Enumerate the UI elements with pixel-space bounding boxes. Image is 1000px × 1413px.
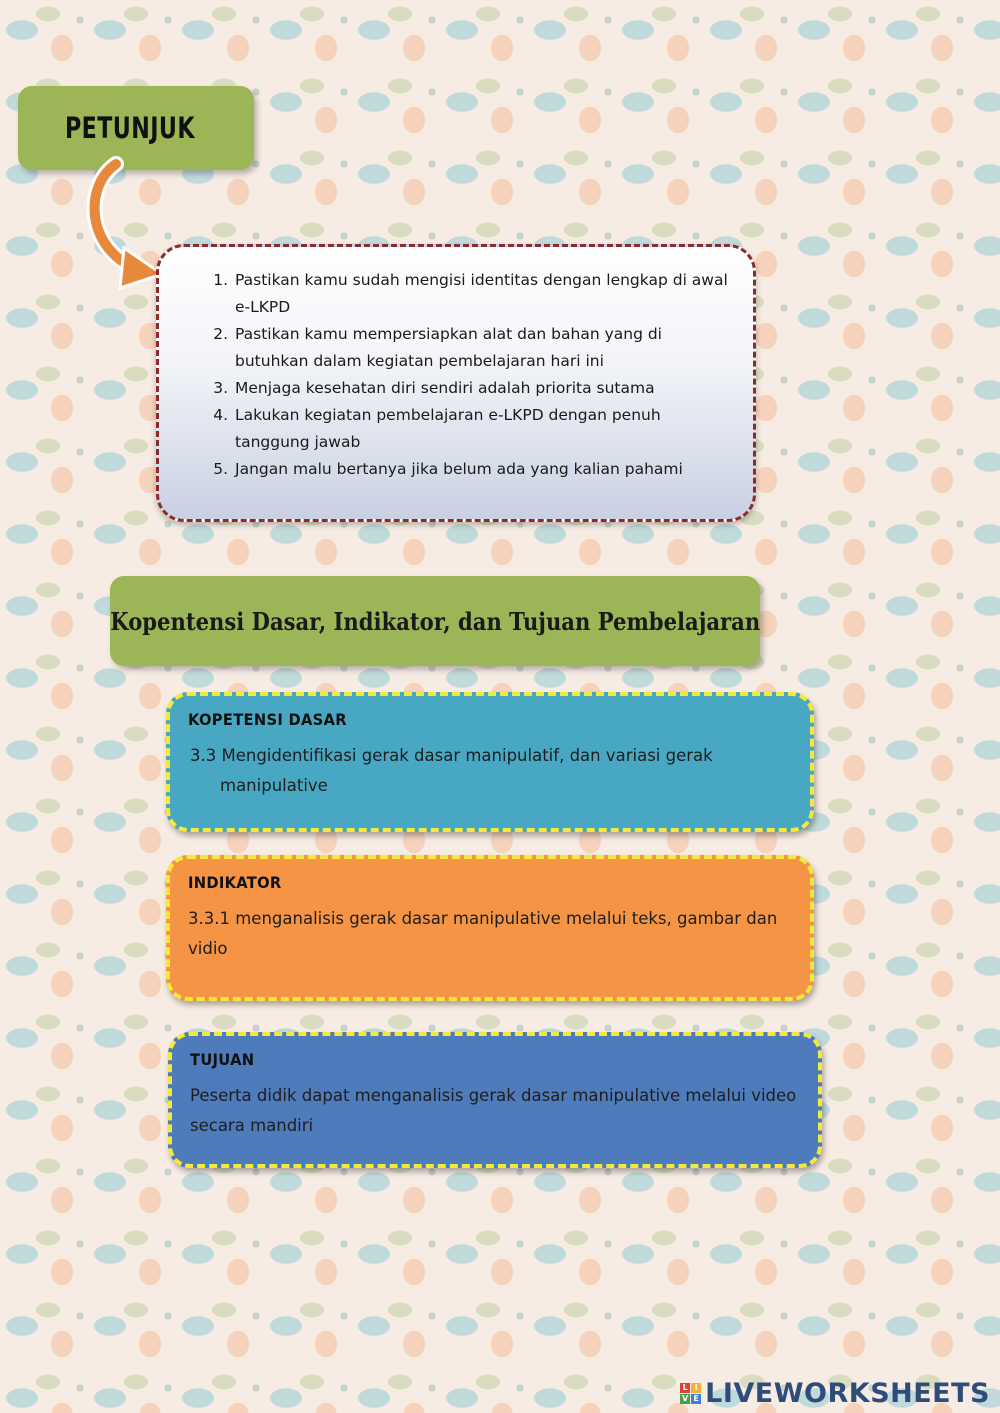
instruction-item: 5. Jangan malu bertanya jika belum ada yang kalian pahami <box>233 456 733 483</box>
indikator-text: 3.3.1 menganalisis gerak dasar manipulative melalui teks, gambar dan vidio <box>188 909 778 958</box>
logo-grid-icon: L I V E <box>680 1383 701 1404</box>
section-title: Kopentensi Dasar, Indikator, dan Tujuan Pembelajaran <box>110 606 760 636</box>
instruction-item: 3. Menjaga kesehatan diri sendiri adalah priorita sutama <box>233 375 733 402</box>
tujuan-title: TUJUAN <box>190 1050 255 1069</box>
instruction-item: 2. Pastikan kamu mempersiapkan alat dan bahan yang di butuhkan dalam kegiatan pembelajaran hari ini <box>233 321 733 375</box>
instructions-list <box>199 267 733 483</box>
indikator-title: INDIKATOR <box>188 873 282 892</box>
section-banner <box>110 576 760 666</box>
petunjuk-title: PETUNJUK <box>65 111 195 145</box>
instructions-box <box>156 244 756 522</box>
liveworksheets-logo[interactable] <box>680 1378 990 1409</box>
logo-text: LIVEWORKSHEETS <box>705 1378 990 1409</box>
tujuan-card <box>168 1032 822 1168</box>
instruction-item: 4. Lakukan kegiatan pembelajaran e-LKPD dengan penuh tanggung jawab <box>233 402 733 456</box>
tujuan-text: Peserta didik dapat menganalisis gerak dasar manipulative melalui video secara mandiri <box>190 1086 797 1135</box>
indikator-card <box>166 855 814 1001</box>
kompetensi-dasar-title: KOPETENSI DASAR <box>188 710 347 729</box>
kompetensi-dasar-text: 3.3 Mengidentifikasi gerak dasar manipulatif, dan variasi gerak manipulative <box>190 746 713 795</box>
kompetensi-dasar-card <box>166 692 814 832</box>
instruction-item: 1. Pastikan kamu sudah mengisi identitas dengan lengkap di awal e-LKPD <box>233 267 733 321</box>
